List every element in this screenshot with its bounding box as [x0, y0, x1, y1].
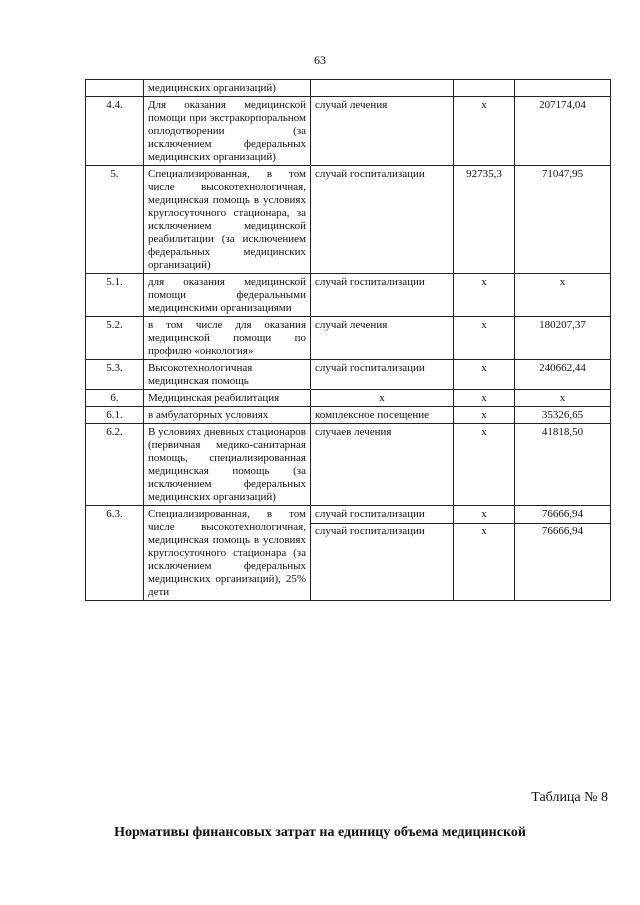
- row-cost: 71047,95: [515, 166, 611, 274]
- row-cost-second: 76666,94: [515, 523, 610, 538]
- table-row: [86, 424, 611, 506]
- row-unit: случай госпитализации: [315, 508, 425, 520]
- row-number: 5.2.: [86, 317, 144, 360]
- row-unit: комплексное посещение: [311, 407, 454, 424]
- row-name: медицинских организаций): [144, 80, 311, 97]
- row-number: [86, 80, 144, 97]
- row-number: 6.3.: [86, 506, 144, 601]
- table-row: [86, 317, 611, 360]
- row-volume: x: [454, 360, 515, 390]
- row-number: 5.: [86, 166, 144, 274]
- row-cost: x: [515, 274, 611, 317]
- table-row: [86, 360, 611, 390]
- row-number: 4.4.: [86, 97, 144, 166]
- row-name: Высокотехнологичная медицинская помощь: [144, 360, 311, 390]
- row-unit-group: [311, 506, 454, 601]
- row-cost: 207174,04: [515, 97, 611, 166]
- row-volume: [454, 80, 515, 97]
- row-cost: 35326,65: [515, 407, 611, 424]
- row-name: Специализированная, в том числе высокотехнологичная, медицинская помощь в условиях круглосуточного стационара (за исключением федеральных медицинских организаций), 25% дети: [144, 506, 311, 601]
- row-volume: x: [454, 97, 515, 166]
- row-name: в том числе для оказания медицинской помощи по профилю «онкология»: [144, 317, 311, 360]
- financial-costs-table: [85, 79, 611, 601]
- table-row: [86, 274, 611, 317]
- row-name: Для оказания медицинской помощи при экстракорпоральном оплодотворении (за исключением федеральных медицинских организаций): [144, 97, 311, 166]
- row-unit: случай лечения: [311, 317, 454, 360]
- row-name: в амбулаторных условиях: [144, 407, 311, 424]
- row-volume: x: [454, 424, 515, 506]
- row-number: 5.1.: [86, 274, 144, 317]
- row-name: Специализированная, в том числе высокотехнологичная, медицинская помощь в условиях круглосуточного стационара, за исключением медицинской реабилитации (за исключением федеральных медицинских организаций): [144, 166, 311, 274]
- table-row: [86, 97, 611, 166]
- row-unit: случай госпитализации: [311, 274, 454, 317]
- table-heading: Нормативы финансовых затрат на единицу объема медицинской: [114, 825, 526, 840]
- row-number: 5.3.: [86, 360, 144, 390]
- row-number: 6.: [86, 390, 144, 407]
- table-row: [86, 80, 611, 97]
- row-unit-second: случай госпитализации: [311, 523, 453, 538]
- row-cost: x: [515, 390, 611, 407]
- row-volume-group: [454, 506, 515, 601]
- row-name: для оказания медицинской помощи федеральными медицинскими организациями: [144, 274, 311, 317]
- row-volume: 92735,3: [454, 166, 515, 274]
- table-row: [86, 390, 611, 407]
- row-name: В условиях дневных стационаров (первичная медико-санитарная помощь, специализированная медицинская помощь (за исключением федеральных медицинских организаций): [144, 424, 311, 506]
- row-unit: случаев лечения: [311, 424, 454, 506]
- row-unit: случай госпитализации: [311, 360, 454, 390]
- row-unit: случай лечения: [311, 97, 454, 166]
- row-name: Медицинская реабилитация: [144, 390, 311, 407]
- row-volume: x: [454, 407, 515, 424]
- table-row: [86, 407, 611, 424]
- row-cost: 76666,94: [541, 508, 584, 520]
- row-volume: x: [481, 508, 487, 520]
- row-cost: [515, 80, 611, 97]
- row-unit: x: [311, 390, 454, 407]
- row-volume-second: x: [454, 523, 514, 538]
- row-unit: случай госпитализации: [311, 166, 454, 274]
- row-cost-group: [515, 506, 611, 601]
- row-cost: 240662,44: [515, 360, 611, 390]
- row-volume: x: [454, 317, 515, 360]
- row-unit: [311, 80, 454, 97]
- row-cost: 41818,50: [515, 424, 611, 506]
- row-cost: 180207,37: [515, 317, 611, 360]
- table-row: [86, 506, 611, 601]
- row-number: 6.1.: [86, 407, 144, 424]
- row-volume: x: [454, 274, 515, 317]
- page-number: 63: [314, 53, 326, 67]
- table-label: Таблица № 8: [531, 790, 608, 805]
- row-number: 6.2.: [86, 424, 144, 506]
- row-volume: x: [454, 390, 515, 407]
- table-row: [86, 166, 611, 274]
